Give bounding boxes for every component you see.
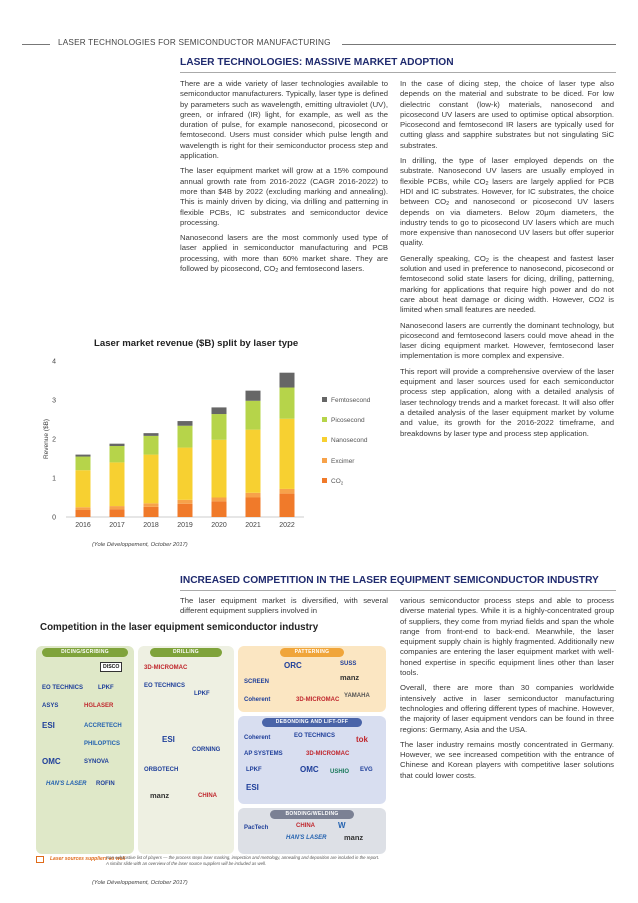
logo-eo-technics: EO TECHNICS [294, 733, 336, 739]
section2-right-column [400, 596, 614, 786]
y-axis-label: Revenue ($B) [43, 418, 50, 460]
paragraph: There are a wide variety of laser technologies available to semiconductor manufacturers. Typically, laser type is defined by parameters such as wavelength, emitting ultraviolet (UV), green, or infrared (IR) light, for example, as well as the duration of pulse, for example nanosecond, picosecond or femtosecond. Users must consider which pulse length and wavelength is right for their semiconductor process step and application. [180, 79, 388, 161]
logo-yamaha: YAMAHA [344, 693, 370, 699]
logo-hans-laser: HAN'S LASER [46, 781, 87, 787]
legend-swatch-femtosecond [322, 397, 327, 402]
paragraph [180, 233, 388, 274]
logo-esi: ESI [246, 783, 259, 792]
bar-segment-excimer [246, 493, 261, 498]
logo-eo-technics: EO TECHNICS [42, 685, 84, 691]
logo-philoptics: PHILOPTICS [84, 741, 121, 747]
legend-swatch-excimer [322, 458, 327, 463]
bar-segment-picosecond [212, 414, 227, 440]
bar-segment-femtosecond [110, 444, 125, 446]
y-tick-label: 4 [52, 358, 56, 366]
logo-3d-micromac: 3D-MICROMAC [306, 751, 350, 757]
bar-segment-co2 [246, 498, 261, 518]
x-tick-label: 2020 [211, 522, 227, 529]
paragraph: The laser equipment market will grow at a 15% compound annual growth rate from 2016-2022 (CAGR 2016-2022) to more than $4B by 2022 (excluding marking and annealing). This is mainly driven by dicing, via drilling and patterning in flexible PCBs, IC substrates and semiconductor device processing. [180, 166, 388, 227]
patterning-panel-header: PATTERNING [280, 648, 344, 657]
text: is the cheapest and fastest laser solution and used in preference to nanosecond, picosecond or femtosecond solid state lasers for dicing, drilling, patterning, marking for applications that require high power and do not care about heat damage or dicing width. However, CO2 is limited when small features are needed. [400, 253, 614, 315]
bar-segment-excimer [144, 503, 159, 507]
y-tick-label: 1 [52, 475, 56, 483]
y-tick-label: 0 [52, 514, 56, 522]
running-head [0, 38, 638, 52]
logo-orc: ORC [284, 661, 302, 670]
logo-manz: manz [344, 833, 364, 842]
legend-laser-source-note: Laser sources suppliers as well [50, 856, 126, 862]
legend-swatch-co2 [322, 478, 327, 483]
x-tick-label: 2016 [75, 522, 91, 529]
x-tick-label: 2017 [109, 522, 125, 529]
subscript: 2 [485, 257, 489, 264]
logo-rofin: ROFIN [96, 781, 115, 787]
logo-3d-micromac: 3D-MICROMAC [296, 697, 340, 703]
bar-segment-co2 [76, 510, 91, 517]
bar-segment-excimer [212, 498, 227, 502]
bar-segment-nanosecond [178, 448, 193, 500]
bar-segment-co2 [280, 494, 295, 517]
logo-3d-micromac: 3D-MICROMAC [144, 665, 188, 671]
section2-title: INCREASED COMPETITION IN THE LASER EQUIPMENT SEMICONDUCTOR INDUSTRY [180, 575, 599, 586]
logo-asys: ASYS [42, 703, 59, 709]
legend-orange-outline-box [36, 856, 44, 863]
competition-footnote: Non exhaustive list of players — the process steps laser marking, inspection and metrology, annealing and deposition are included in the report. A similar slide with an overview of the laser source suppliers will be included as well. [106, 855, 380, 866]
logo-esi: ESI [42, 721, 55, 730]
logo-chinese-vendor: CHINA [198, 793, 217, 799]
bar-segment-picosecond [110, 446, 125, 462]
legend-label-nanosecond: Nanosecond [331, 437, 368, 444]
bar-segment-picosecond [76, 457, 91, 471]
bar-segment-excimer [280, 489, 295, 494]
section1-right-column [400, 79, 614, 444]
logo-suss: SUSS [340, 661, 357, 667]
logo-coherent: Coherent [244, 735, 271, 741]
paragraph [400, 254, 614, 316]
subscript: 2 [446, 201, 450, 208]
bar-segment-nanosecond [76, 470, 91, 507]
logo-corning: CORNING [192, 747, 221, 753]
bar-segment-femtosecond [246, 391, 261, 401]
section1-title: LASER TECHNOLOGIES: MASSIVE MARKET ADOPTION [180, 57, 454, 68]
bar-segment-co2 [212, 501, 227, 517]
section2-left-column [180, 596, 388, 622]
running-head-text: LASER TECHNOLOGIES FOR SEMICONDUCTOR MANUFACTURING [58, 38, 331, 47]
bar-segment-co2 [110, 509, 125, 517]
running-head-rule-right [342, 44, 616, 45]
revenue-bar-chart [26, 334, 388, 556]
bar-segment-excimer [110, 506, 125, 509]
logo-disco: DISCO [100, 662, 122, 672]
bar-segment-co2 [178, 504, 193, 517]
drilling-panel-header: DRILLING [150, 648, 222, 657]
logo-pactech: PacTech [244, 825, 269, 831]
logo-ap-systems: AP SYSTEMS [244, 751, 283, 757]
legend-swatch-nanosecond [322, 437, 327, 442]
logo-manz: manz [340, 673, 360, 682]
text: Generally speaking, CO [400, 253, 486, 263]
legend-label-excimer: Excimer [331, 458, 355, 465]
bar-segment-picosecond [246, 401, 261, 430]
dicing-panel-header: DICING/SCRIBING [42, 648, 128, 657]
bar-segment-nanosecond [110, 462, 125, 506]
bar-segment-nanosecond [144, 455, 159, 504]
chart-title: Laser market revenue ($B) split by laser type [94, 338, 299, 349]
bar-segment-picosecond [178, 426, 193, 448]
subscript: 2 [485, 180, 489, 187]
logo-lpkf: LPKF [98, 685, 114, 691]
bar-segment-co2 [144, 507, 159, 517]
logo-coherent: Coherent [244, 697, 271, 703]
logo-manz: manz [150, 791, 170, 800]
logo-ushio: USHIO [330, 769, 350, 775]
bar-segment-excimer [178, 500, 193, 504]
bar-segment-femtosecond [76, 455, 91, 457]
logo-screen: SCREEN [244, 679, 270, 685]
bar-segment-picosecond [280, 388, 295, 419]
legend-label-co2: $CO_2$ [331, 478, 344, 486]
paragraph: various semiconductor process steps and able to process diverse material types. While it is a highly-concentrated group of suppliers, they come from myriad fields and span the whole range from front-end to back-end. Meanwhile, the laser equipment supply chain is highly fragmented. Additionally new companies are entering the laser equipment market with well-honed expertise in specific equipment lines other than laser tools. [400, 596, 614, 678]
y-tick-label: 3 [52, 397, 56, 405]
paragraph: This report will provide a comprehensive overview of the laser equipment and laser sources used for each semiconductor process step application, along with a detailed analysis of laser technology trends and a market forecast. It will also offer a detailed analysis of the laser equipment market by volume and value, its growth for the 2016-2022 timeframe, and breakdowns by laser type and process step application. [400, 366, 614, 438]
subscript: 2 [275, 268, 279, 275]
text: and femtosecond lasers. [278, 264, 365, 274]
legend-label-picosecond: Picosecond [331, 417, 365, 424]
logo-accretech: ACCRETECH [84, 723, 122, 729]
logo-tok: tok [356, 735, 368, 744]
debonding-panel [238, 716, 386, 804]
logo-w: W [338, 821, 346, 830]
bar-segment-excimer [76, 507, 91, 510]
paragraph: The laser industry remains mostly concentrated in Germany. However, we see increased competition with the entrance of Chinese and Korean players with competitive laser solutions that could lower costs. [400, 739, 614, 780]
dicing-panel [36, 646, 134, 854]
x-tick-label: 2021 [245, 522, 261, 529]
bar-segment-femtosecond [178, 421, 193, 426]
paragraph: In the case of dicing step, the choice of laser type also depends on the material and substrate to be diced. For low dielectric constant (low-k) materials, nanosecond and picosecond UV lasers are used to optimise optical absorption. Picosecond and femtosecond IR lasers are typically used for cutting glass and sapphire substrates but not singulating SiC substrates. [400, 79, 614, 150]
legend-label-femtosecond: Femtosecond [331, 397, 371, 404]
logo-hglaser: HGLASER [84, 703, 114, 709]
paragraph: The laser equipment market is diversified, with several different equipment suppliers involved in [180, 596, 388, 616]
logo-hans-laser: HAN'S LASER [286, 835, 327, 841]
bar-segment-nanosecond [280, 419, 295, 489]
logo-omc: OMC [300, 765, 319, 774]
bar-segment-femtosecond [280, 373, 295, 388]
x-tick-label: 2019 [177, 522, 193, 529]
y-tick-label: 2 [52, 436, 56, 444]
paragraph: Nanosecond lasers are currently the dominant technology, but picosecond and femtosecond lasers could move ahead in the laser dicing equipment market. However, femtosecond laser implementation is more complex and expensive. [400, 320, 614, 361]
running-head-rule-left [22, 44, 50, 45]
text: Nanosecond lasers are the most commonly used type of laser applied in semiconductor manufacturing and PCB processing, with more than 60% market share. They are followed by picosecond, CO [180, 233, 388, 274]
logo-omc: OMC [42, 757, 61, 766]
x-tick-label: 2018 [143, 522, 159, 529]
section1-left-column [180, 79, 388, 279]
legend-swatch-picosecond [322, 417, 327, 422]
logo-synova: SYNOVA [84, 759, 109, 765]
bar-segment-femtosecond [212, 407, 227, 414]
bar-segment-picosecond [144, 436, 159, 455]
bar-segment-femtosecond [144, 433, 159, 436]
paragraph: Overall, there are more than 30 companies worldwide intensively active in laser semiconductor manufacturing technologies and offering different types of machine. However, the majority of laser equipment vendors can be found in three regions: Germany, Asia and the USA. [400, 683, 614, 734]
logo-eo-technics: EO TECHNICS [144, 683, 186, 689]
section2-title-rule [180, 590, 616, 591]
bonding-panel-header: BONDING/WELDING [270, 810, 354, 819]
bar-segment-nanosecond [246, 430, 261, 493]
bar-segment-nanosecond [212, 440, 227, 498]
logo-lpkf: LPKF [246, 767, 262, 773]
text: and nanosecond or picosecond UV lasers depends on via diameters. Below 20μm diameters, the industry tends to go to picosecond UV lasers which are much more expensive than nanosecond UV lasers but offer superior quality. [400, 197, 614, 248]
text: lasers are largely applied for PCB HDI and IC substrates. However, for IC substrates, the choice between CO [400, 176, 614, 207]
debonding-panel-header: DEBONDING AND LIFT-OFF [262, 718, 362, 727]
logo-lpkf: LPKF [194, 691, 210, 697]
competition-source: (Yole Développement, October 2017) [92, 880, 188, 886]
logo-esi: ESI [162, 735, 175, 744]
text: In drilling, the type of laser employed depends on the substrate. Nanosecond UV lasers are usually employed in flexible PCBs, while CO [400, 156, 614, 186]
section1-title-rule [180, 72, 616, 73]
chart-source: (Yole Développement, October 2017) [92, 542, 188, 548]
logo-chinese-vendor: CHINA [296, 823, 315, 829]
paragraph [400, 156, 614, 249]
logo-orbotech: ORBOTECH [144, 767, 179, 773]
logo-evg: EVG [360, 767, 373, 773]
x-tick-label: 2022 [279, 522, 295, 529]
competition-title: Competition in the laser equipment semiconductor industry [40, 622, 319, 633]
